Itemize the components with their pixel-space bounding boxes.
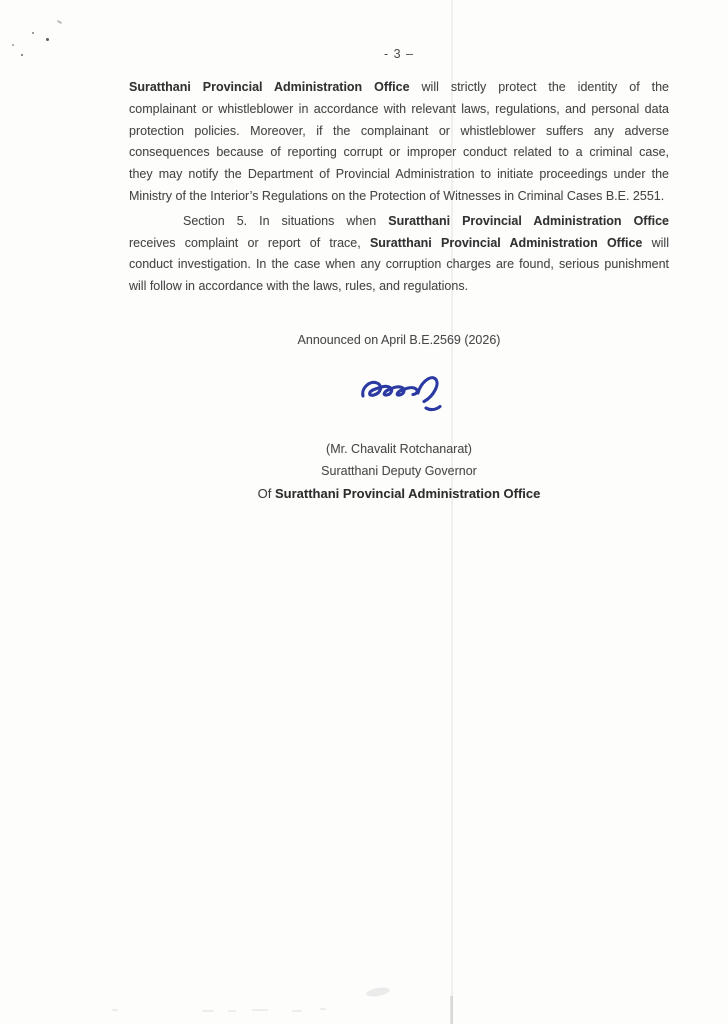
ink-speck bbox=[46, 38, 49, 41]
scan-mark bbox=[112, 1009, 118, 1011]
scan-mark bbox=[292, 1010, 302, 1012]
text-line: Section 5. In situations when Suratthani Provincial Administration Office bbox=[183, 213, 669, 228]
signatory-name: (Mr. Chavalit Rotchanarat) bbox=[326, 441, 472, 456]
document-body bbox=[129, 77, 669, 505]
paragraph-section-5 bbox=[129, 211, 669, 298]
scan-mark bbox=[320, 1008, 326, 1010]
office-prefix: Of bbox=[257, 485, 275, 501]
page-number: - 3 – bbox=[383, 47, 414, 61]
text-line: Suratthani Provincial Administration Office will strictly protect the identity of the bbox=[129, 80, 669, 94]
paragraph-whistleblower-protection bbox=[129, 77, 669, 208]
scan-mark bbox=[252, 1009, 268, 1011]
office-name: Suratthani Provincial Administration Office bbox=[275, 485, 541, 501]
text-line: Ministry of the Interior’s Regulations on the Protection of Witnesses in Criminal Cases B.E. 2551. bbox=[129, 188, 665, 203]
ink-speck bbox=[32, 32, 34, 34]
ink-speck bbox=[21, 54, 23, 56]
scan-mark bbox=[228, 1010, 236, 1012]
scan-mark bbox=[202, 1010, 214, 1012]
text-line: they may notify the Department of Provincial Administration to initiate proceedings under the bbox=[129, 167, 669, 182]
scan-smudge bbox=[365, 986, 390, 998]
signatory-title: Suratthani Deputy Governor bbox=[321, 464, 477, 479]
ink-speck bbox=[12, 44, 14, 46]
text-line: complainant or whistleblower in accordance with relevant laws, regulations, and personal data bbox=[129, 101, 669, 116]
signatory-office bbox=[129, 483, 669, 505]
text-line: will follow in accordance with the laws, rules, and regulations. bbox=[129, 279, 469, 294]
announcement-date: Announced on April B.E.2569 (2026) bbox=[297, 332, 501, 347]
signature-scribble-icon bbox=[355, 372, 451, 420]
ink-speck bbox=[57, 20, 62, 24]
text-line: protection policies. Moreover, if the complainant or whistleblower suffers any adverse bbox=[129, 123, 669, 138]
text-line: conduct investigation. In the case when any corruption charges are found, serious punishment bbox=[129, 257, 669, 272]
text-line: receives complaint or report of trace, Suratthani Provincial Administration Office will bbox=[129, 235, 669, 250]
text-line: consequences because of reporting corrupt or improper conduct related to a criminal case, bbox=[129, 145, 669, 160]
paper-crease-line-end bbox=[450, 996, 453, 1024]
